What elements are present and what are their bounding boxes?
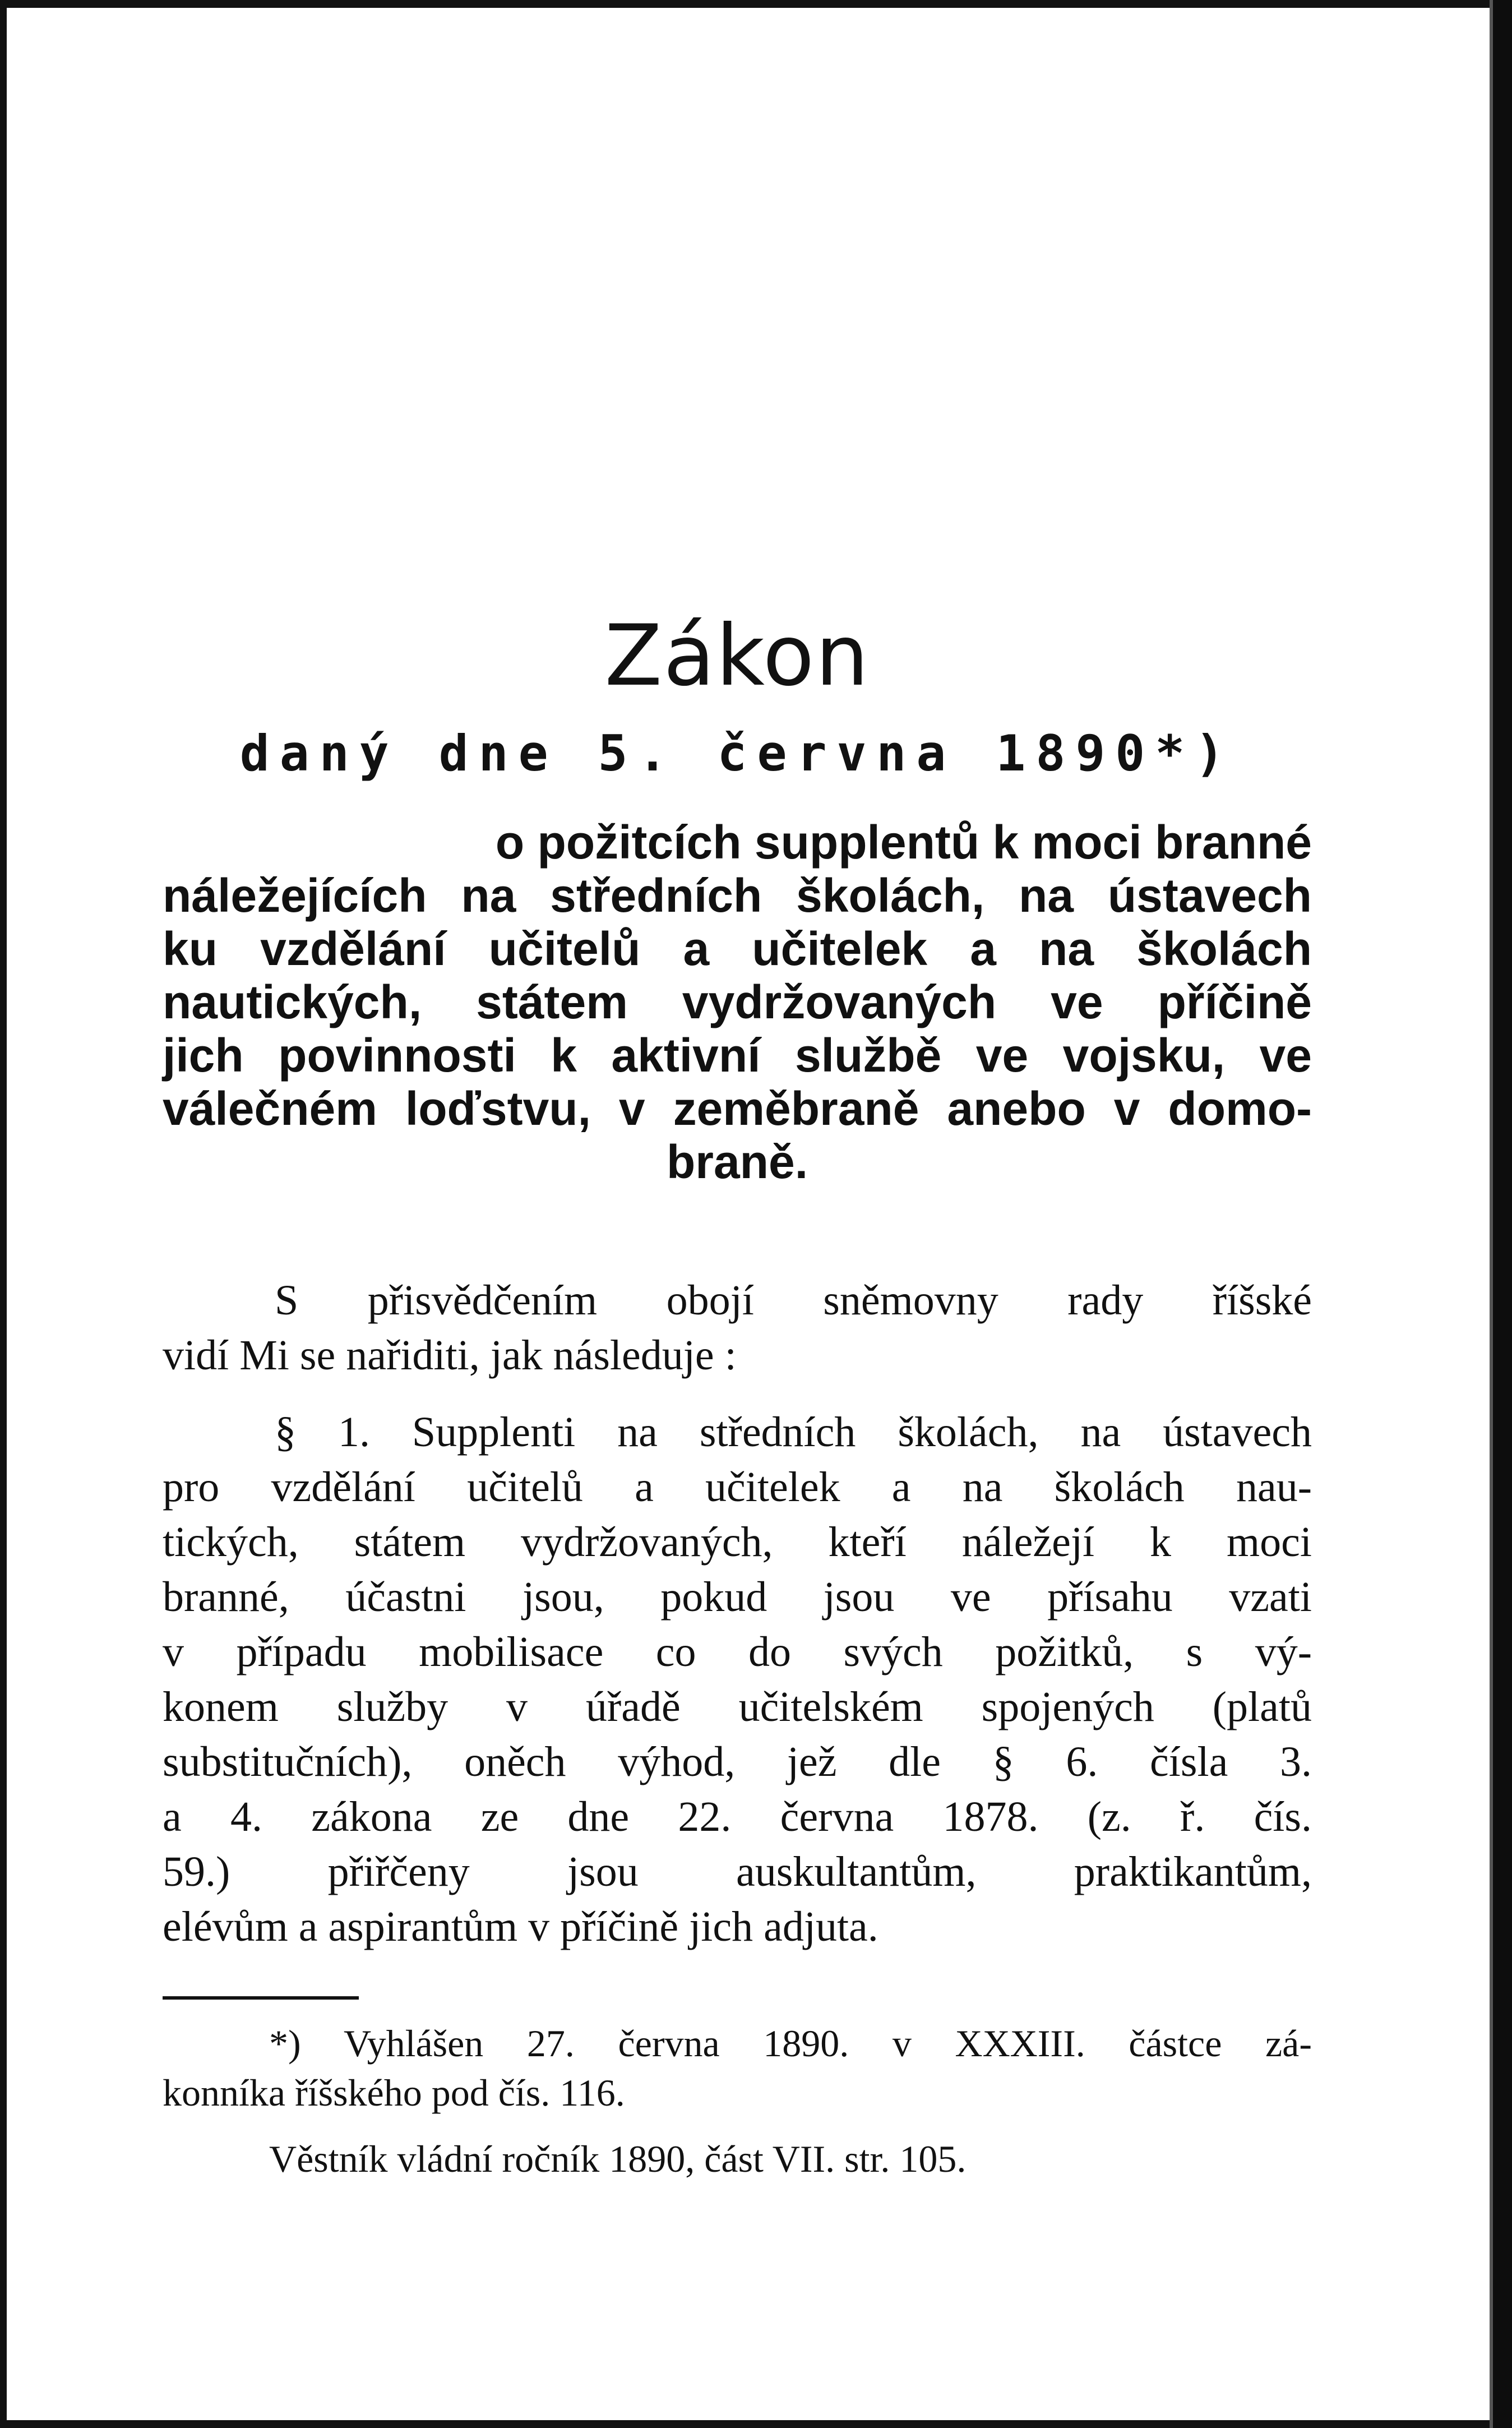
paragraph-line: konem služby v úřadě učitelském spojených (platů — [163, 1683, 1312, 1730]
subtitle-line: jich povinnosti k aktivní službě ve vojsku, ve — [163, 1029, 1312, 1082]
footnote-line: konníka říšského pod čís. 116. — [163, 2071, 625, 2114]
paragraph-line: a 4. zákona ze dne 22. června 1878. (z. ř. čís. — [163, 1793, 1312, 1840]
law-dateline: daný dne 5. června 1890*) — [239, 724, 1235, 782]
footnote-source: Věstník vládní ročník 1890, část VII. str. 105. — [269, 2138, 967, 2180]
preamble-paragraph — [163, 1273, 1312, 1383]
paragraph-line: S přisvědčením obojí sněmovny rady říšské — [275, 1277, 1312, 1324]
paragraph-line: v případu mobilisace co do svých požitků, s vý- — [163, 1628, 1312, 1675]
subtitle-line: válečném loďstvu, v zeměbraně anebo v domo- — [163, 1082, 1312, 1135]
footnotes — [163, 2019, 1312, 2184]
paragraph-line: substitučních), oněch výhod, jež dle § 6. čísla 3. — [163, 1738, 1312, 1785]
subtitle-line: náležejících na středních školách, na ústavech — [163, 869, 1312, 922]
scan-edge-top — [0, 0, 1512, 8]
subtitle-line: o požitcích supplentů k moci branné — [495, 816, 1312, 869]
paragraph-line: § 1. Supplenti na středních školách, na ústavech — [275, 1409, 1312, 1456]
paragraph-line: pro vzdělání učitelů a učitelek a na školách nau- — [163, 1464, 1312, 1511]
footnote-divider — [163, 1996, 359, 2000]
paragraph-line: elévům a aspirantům v příčině jich adjuta. — [163, 1903, 878, 1950]
law-title: Zákon — [604, 607, 870, 705]
footnote-line: *) Vyhlášen 27. června 1890. v XXXIII. částce zá- — [269, 2022, 1312, 2065]
paragraph-line: 59.) přiřčeny jsou auskultantům, praktikantům, — [163, 1848, 1312, 1895]
paragraph-line: vidí Mi se nařiditi, jak následuje : — [163, 1332, 737, 1379]
paragraph-line: tických, státem vydržovaných, kteří náležejí k moci — [163, 1518, 1312, 1566]
subtitle-line: nautických, státem vydržovaných ve příčině — [163, 976, 1312, 1028]
scan-edge-left — [0, 0, 7, 2428]
section-1-paragraph — [163, 1405, 1312, 1954]
scan-edge-right — [1493, 0, 1512, 2428]
subtitle-line: ku vzdělání učitelů a učitelek a na školách — [163, 922, 1312, 975]
subtitle-line: braně. — [666, 1135, 808, 1188]
law-subtitle — [163, 816, 1312, 1189]
paragraph-line: branné, účastni jsou, pokud jsou ve přísahu vzati — [163, 1573, 1312, 1621]
scan-edge-bottom — [0, 2420, 1512, 2428]
